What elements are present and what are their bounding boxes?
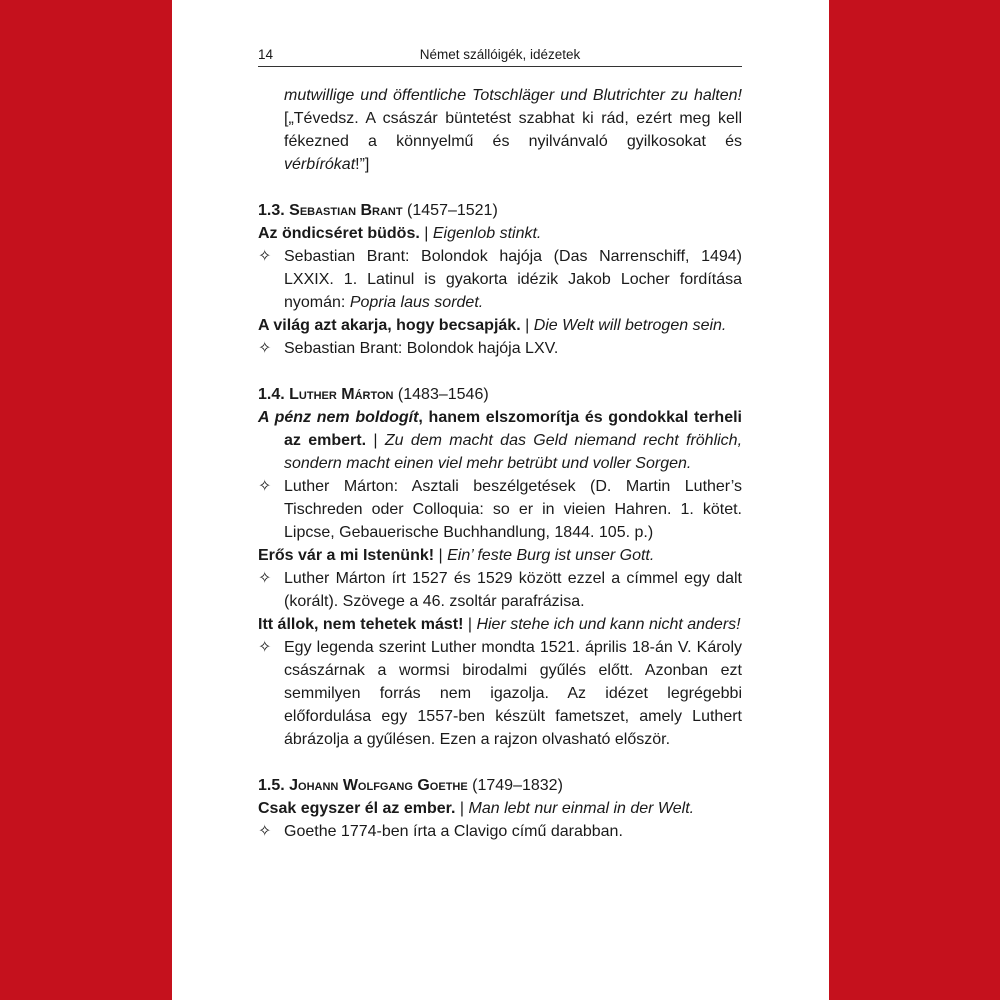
sparkle-bullet-icon: ✧ <box>258 639 272 656</box>
author-name: Johann Wolfgang Goethe <box>289 777 468 794</box>
intro-paragraph <box>258 84 742 176</box>
quote-german: Zu dem macht das Geld niemand recht fröhlich, sondern macht einen viel mehr betrübt und voller Sorgen. <box>284 432 743 472</box>
note-text: Egy legenda szerint Luther mondta 1521. április 18-án V. Károly császárnak a wormsi birodalmi gyűlés előtt. Azonban ezt semmilyen forrás nem igazolja. Az idézet legrégebbi előfordulása egy 1557-ben készült fametszet, amely Luthert ábrázolja a gyűlésen. Ezen a rajzon olvasható először. <box>284 639 742 748</box>
source-note <box>258 245 742 314</box>
author-dates: (1483–1546) <box>393 386 489 403</box>
author-name: Luther Márton <box>289 386 394 403</box>
note-text: Luther Márton írt 1527 és 1529 között ezzel a címmel egy dalt (korált). Szövege a 46. zsoltár parafrázisa. <box>284 570 742 610</box>
quote-entry <box>258 613 742 636</box>
source-note <box>258 337 742 360</box>
note-text: Sebastian Brant: Bolondok hajója (Das Narrenschiff, 1494) LXXIX. 1. Latinul is gyakorta idézik Jakob Locher fordítása nyomán: <box>284 248 742 311</box>
note-text: Goethe 1774-ben írta a Clavigo című darabban. <box>284 823 623 840</box>
quote-entry <box>258 222 742 245</box>
quote-hungarian: Erős vár a mi Istenünk! <box>258 547 435 564</box>
source-note <box>258 475 742 544</box>
source-note <box>258 636 742 751</box>
quote-german: Eigenlob stinkt. <box>432 225 542 242</box>
author-dates: (1457–1521) <box>402 202 498 219</box>
sparkle-bullet-icon: ✧ <box>258 570 272 587</box>
quote-hungarian: Az öndicséret büdös. <box>258 225 420 242</box>
intro-german: mutwillige und öffentliche Totschläger und Blutrichter zu halten! <box>284 87 742 104</box>
quote-german: Man lebt nur einmal in der Welt. <box>468 800 695 817</box>
quote-hungarian: Itt állok, nem tehetek mást! <box>258 616 464 633</box>
page-number: 14 <box>258 47 274 62</box>
section-number: 1.4. <box>258 386 290 403</box>
author-name: Sebastian Brant <box>289 202 403 219</box>
note-text: Luther Márton: Asztali beszélgetések (D. Martin Luther’s Tischreden oder Colloquia: so er in vieien Hahren. 1. kötet. Lipcse, Gebauerische Buchhandlung, 1844. 105. p.) <box>284 478 742 541</box>
sparkle-bullet-icon: ✧ <box>258 248 272 265</box>
sparkle-bullet-icon: ✧ <box>258 478 272 495</box>
quote-hungarian-italic: A pénz nem boldogít <box>258 409 419 426</box>
intro-hungarian: [„Tévedsz. A császár büntetést szabhat ki rád, ezért meg kell fékezned a könnyelmű és nyilvánvaló gyilkosokat és <box>284 110 742 150</box>
intro-hungarian-end: !”] <box>355 156 370 173</box>
running-header <box>258 46 742 67</box>
source-note <box>258 567 742 613</box>
quote-entry <box>258 544 742 567</box>
quote-entry <box>258 406 742 475</box>
header-title: Német szállóigék, idézetek <box>419 47 581 62</box>
quote-hungarian: A világ azt akarja, hogy becsapják. <box>258 317 521 334</box>
page-body <box>258 84 742 843</box>
separator: | <box>520 317 534 334</box>
note-text: Sebastian Brant: Bolondok hajója LXV. <box>284 340 559 357</box>
sparkle-bullet-icon: ✧ <box>258 340 272 357</box>
section-heading-goethe <box>258 774 742 797</box>
intro-hungarian-italic: vérbírókat <box>284 156 356 173</box>
separator: | <box>463 616 477 633</box>
section-number: 1.3. <box>258 202 290 219</box>
quote-entry <box>258 797 742 820</box>
author-dates: (1749–1832) <box>467 777 563 794</box>
quote-entry <box>258 314 742 337</box>
source-note <box>258 820 742 843</box>
quote-german: Hier stehe ich und kann nicht anders! <box>476 616 741 633</box>
quote-hungarian: , hanem elszomorítja és gondokkal terheli az embert. <box>284 409 742 449</box>
separator: | <box>366 432 385 449</box>
sparkle-bullet-icon: ✧ <box>258 823 272 840</box>
separator: | <box>419 225 433 242</box>
quote-german: Ein’ feste Burg ist unser Gott. <box>447 547 655 564</box>
section-heading-brant <box>258 199 742 222</box>
quote-hungarian: Csak egyszer él az ember. <box>258 800 456 817</box>
page <box>172 0 829 1000</box>
section-heading-luther <box>258 383 742 406</box>
note-italic: Popria laus sordet. <box>349 294 484 311</box>
separator: | <box>434 547 448 564</box>
section-number: 1.5. <box>258 777 290 794</box>
separator: | <box>455 800 469 817</box>
quote-german: Die Welt will betrogen sein. <box>533 317 727 334</box>
